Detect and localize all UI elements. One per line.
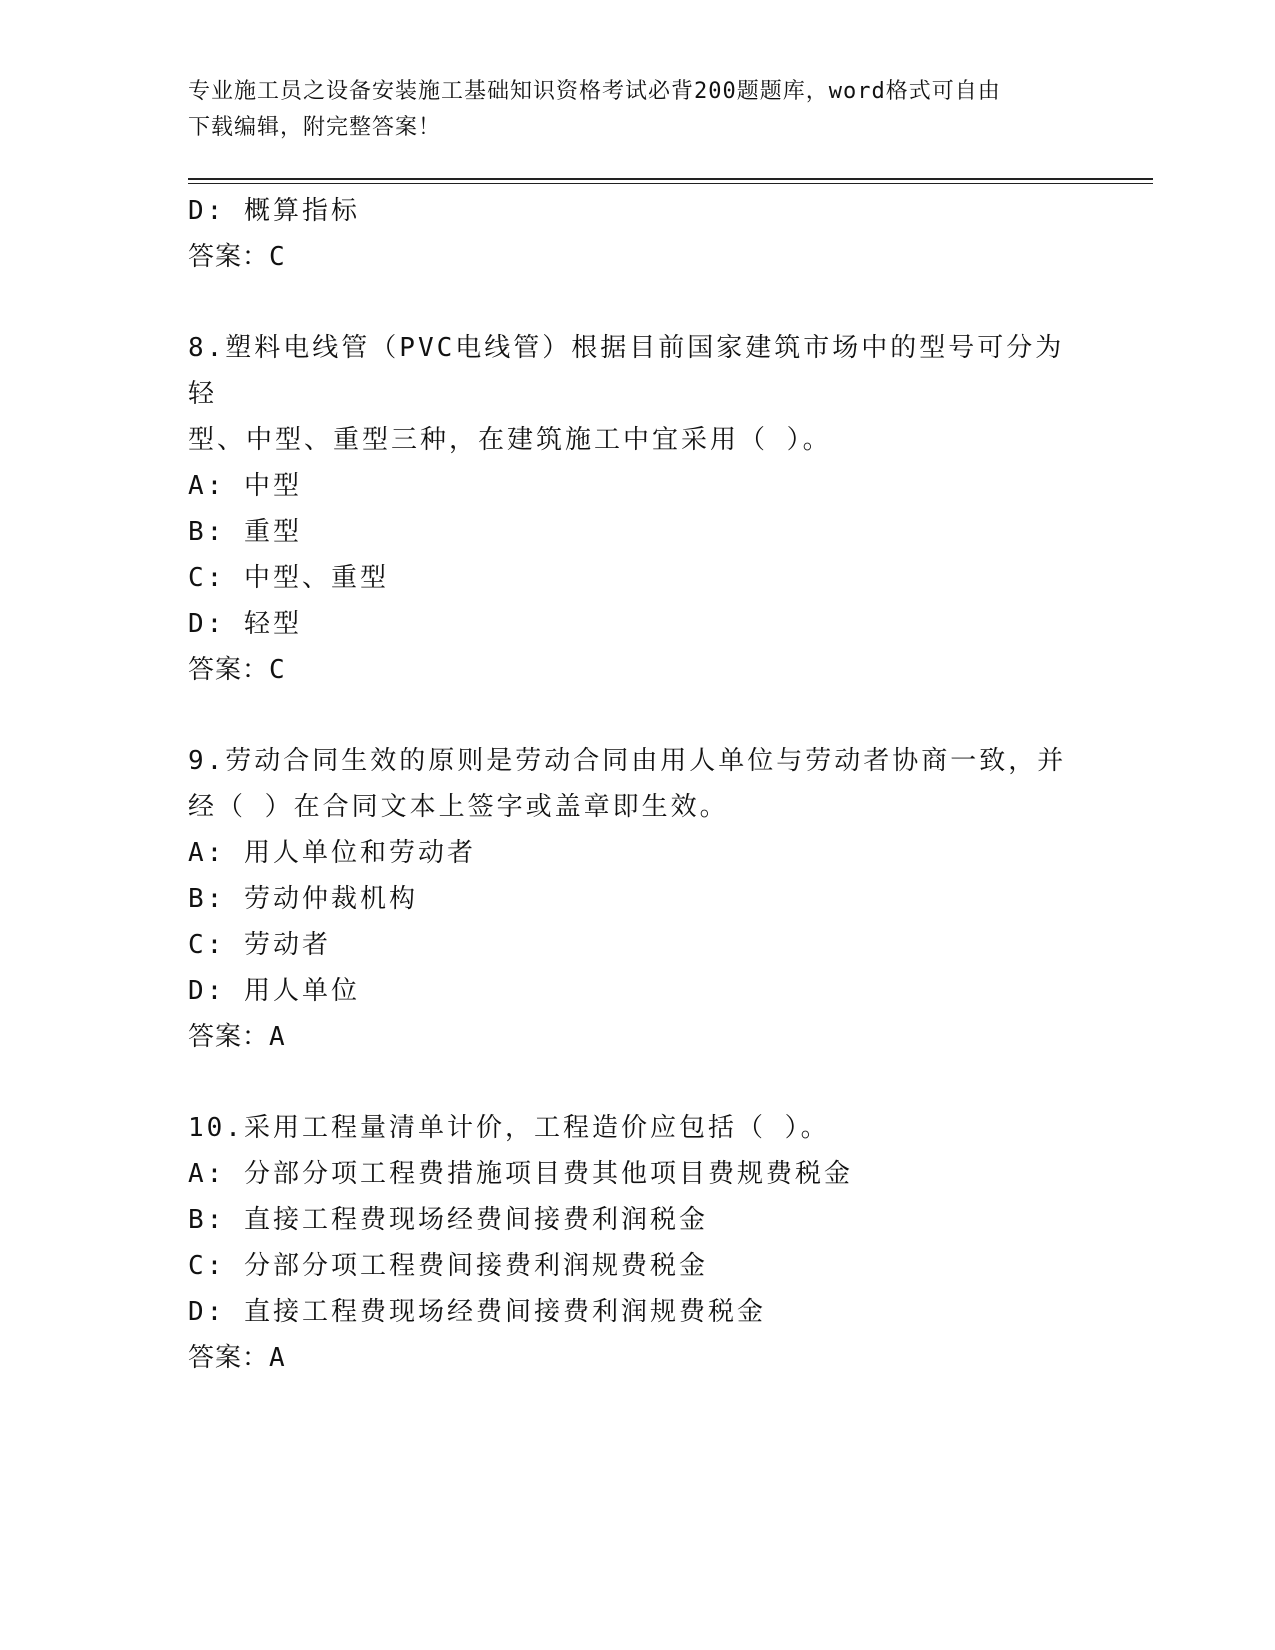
question-9 bbox=[188, 738, 1088, 1060]
header-divider-thick bbox=[188, 178, 1153, 180]
question-fragment bbox=[188, 188, 1088, 280]
option-a: A: 中型 bbox=[188, 471, 302, 501]
option-c: C: 中型、重型 bbox=[188, 563, 389, 593]
header-line-1: 专业施工员之设备安装施工基础知识资格考试必背200题题库，word格式可自由 bbox=[188, 79, 1001, 104]
question-stem-line: 经（ ）在合同文本上签字或盖章即生效。 bbox=[188, 792, 729, 822]
answer-line: 答案：A bbox=[188, 1022, 286, 1052]
header-line-2: 下载编辑，附完整答案！ bbox=[188, 115, 442, 140]
option-c: C: 分部分项工程费间接费利润规费税金 bbox=[188, 1251, 708, 1281]
header-divider-thin bbox=[188, 183, 1153, 184]
question-stem-line: 10.采用工程量清单计价，工程造价应包括（ ）。 bbox=[188, 1113, 830, 1143]
option-b: B: 直接工程费现场经费间接费利润税金 bbox=[188, 1205, 708, 1235]
option-d: D: 概算指标 bbox=[188, 196, 360, 226]
option-d: D: 轻型 bbox=[188, 609, 302, 639]
question-8 bbox=[188, 325, 1088, 693]
option-b: B: 重型 bbox=[188, 517, 302, 547]
document-header bbox=[188, 74, 1088, 146]
answer-line: 答案：C bbox=[188, 655, 286, 685]
question-stem-line: 9.劳动合同生效的原则是劳动合同由用人单位与劳动者协商一致，并 bbox=[188, 746, 1067, 776]
question-stem-line: 型、中型、重型三种，在建筑施工中宜采用（ ）。 bbox=[188, 425, 832, 455]
answer-line: 答案：C bbox=[188, 242, 286, 272]
answer-line: 答案：A bbox=[188, 1343, 286, 1373]
option-b: B: 劳动仲裁机构 bbox=[188, 884, 418, 914]
option-a: A: 用人单位和劳动者 bbox=[188, 838, 476, 868]
question-stem-line: 8.塑料电线管（PVC电线管）根据目前国家建筑市场中的型号可分为轻 bbox=[188, 333, 1065, 409]
option-c: C: 劳动者 bbox=[188, 930, 331, 960]
option-d: D: 用人单位 bbox=[188, 976, 360, 1006]
question-10 bbox=[188, 1105, 1088, 1381]
spacer bbox=[188, 693, 1088, 738]
document-body bbox=[188, 188, 1088, 1381]
option-a: A: 分部分项工程费措施项目费其他项目费规费税金 bbox=[188, 1159, 853, 1189]
spacer bbox=[188, 280, 1088, 325]
spacer bbox=[188, 1060, 1088, 1105]
option-d: D: 直接工程费现场经费间接费利润规费税金 bbox=[188, 1297, 766, 1327]
